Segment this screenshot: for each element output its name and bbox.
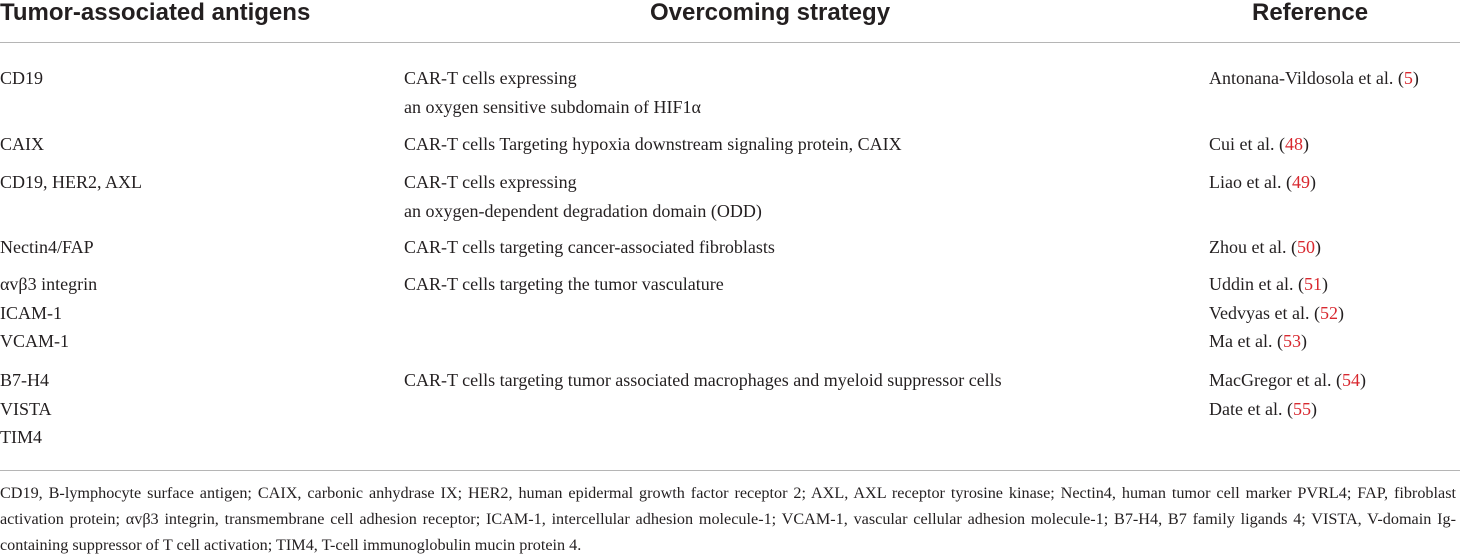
reference-line: Date et al. (55): [1209, 398, 1317, 419]
strategy-line: CAR-T cells targeting tumor associated macrophages and myeloid suppressor cells: [404, 370, 1002, 390]
reference-link[interactable]: 51: [1303, 274, 1322, 294]
strategy-cell: [404, 64, 701, 121]
strategy-cell: [404, 270, 724, 299]
strategy-cell: [404, 233, 775, 262]
reference-line: Zhou et al. (50): [1209, 237, 1321, 257]
antigen-line: CD19, HER2, AXL: [0, 172, 143, 192]
reference-line: Antonana-Vildosola et al. (5): [1209, 68, 1419, 88]
reference-link[interactable]: 50: [1296, 237, 1315, 257]
header-reference: Reference: [1252, 0, 1369, 26]
antigen-line: VISTA: [0, 398, 52, 419]
strategy-cell: [404, 168, 762, 225]
antigen-line: VCAM-1: [0, 331, 70, 351]
reference-link[interactable]: 53: [1282, 331, 1301, 351]
strategy-cell: [404, 130, 902, 159]
reference-cell: [1209, 270, 1344, 356]
antigen-cell: [0, 168, 142, 197]
header-antigens: Tumor-associated antigens: [0, 0, 311, 26]
reference-link[interactable]: 54: [1341, 370, 1360, 390]
reference-line: Cui et al. (48): [1209, 134, 1309, 154]
antigen-line: αvβ3 integrin: [0, 274, 98, 294]
strategy-cell: [404, 366, 1002, 395]
antigen-line: CAIX: [0, 134, 44, 154]
antigen-line: CD19: [0, 68, 44, 88]
reference-line: MacGregor et al. (54): [1209, 370, 1366, 390]
reference-line: Vedvyas et al. (52): [1209, 302, 1344, 323]
antigen-line: TIM4: [0, 427, 42, 447]
reference-line: Ma et al. (53): [1209, 331, 1307, 351]
reference-link[interactable]: 5: [1403, 68, 1413, 88]
footer-divider: [0, 470, 1460, 471]
table-footnote: CD19, B-lymphocyte surface antigen; CAIX, carbonic anhydrase IX; HER2, human epidermal growth factor receptor 2; AXL, AXL receptor tyrosine kinase; Nectin4, human tumor cell marker PVRL4; FAP, fibroblast activation protein; αvβ3 integrin, transmembrane cell adhesion receptor; ICAM-1, intercellular adhesion molecule-1; VCAM-1, vascular cellular adhesion molecule-1; B7-H4, B7 family ligands 4; VISTA, V-domain Ig-containing suppressor of T cell activation; TIM4, T-cell immunoglobulin mucin protein 4.: [0, 484, 1456, 554]
antigen-line: B7-H4: [0, 370, 49, 390]
strategy-line: CAR-T cells Targeting hypoxia downstream signaling protein, CAIX: [404, 134, 902, 154]
header-strategy: Overcoming strategy: [649, 0, 891, 26]
antigen-cell: [0, 270, 97, 356]
reference-link[interactable]: 52: [1319, 302, 1338, 323]
reference-cell: [1209, 366, 1366, 423]
reference-cell: [1209, 64, 1419, 93]
antigen-cell: [0, 233, 94, 262]
reference-line: Liao et al. (49): [1209, 172, 1316, 192]
strategy-line: CAR-T cells expressing: [404, 68, 577, 88]
reference-link[interactable]: 49: [1291, 172, 1310, 192]
reference-line: Uddin et al. (51): [1209, 274, 1328, 294]
antigen-cell: [0, 130, 44, 159]
reference-cell: [1209, 233, 1321, 262]
antigen-cell: [0, 64, 43, 93]
antigen-cell: [0, 366, 52, 452]
strategy-line: CAR-T cells expressing: [404, 172, 577, 192]
reference-cell: [1209, 168, 1316, 197]
antigen-line: Nectin4/FAP: [0, 237, 94, 257]
antigen-line: ICAM-1: [0, 302, 62, 323]
strategy-line: an oxygen-dependent degradation domain (ODD): [404, 200, 762, 221]
strategy-line: an oxygen sensitive subdomain of HIF1α: [404, 96, 701, 117]
reference-link[interactable]: 48: [1284, 134, 1303, 154]
strategy-line: CAR-T cells targeting cancer-associated fibroblasts: [404, 237, 775, 257]
strategy-line: CAR-T cells targeting the tumor vasculature: [404, 274, 724, 294]
reference-link[interactable]: 55: [1292, 398, 1311, 419]
header-divider: [0, 42, 1460, 43]
reference-cell: [1209, 130, 1309, 159]
